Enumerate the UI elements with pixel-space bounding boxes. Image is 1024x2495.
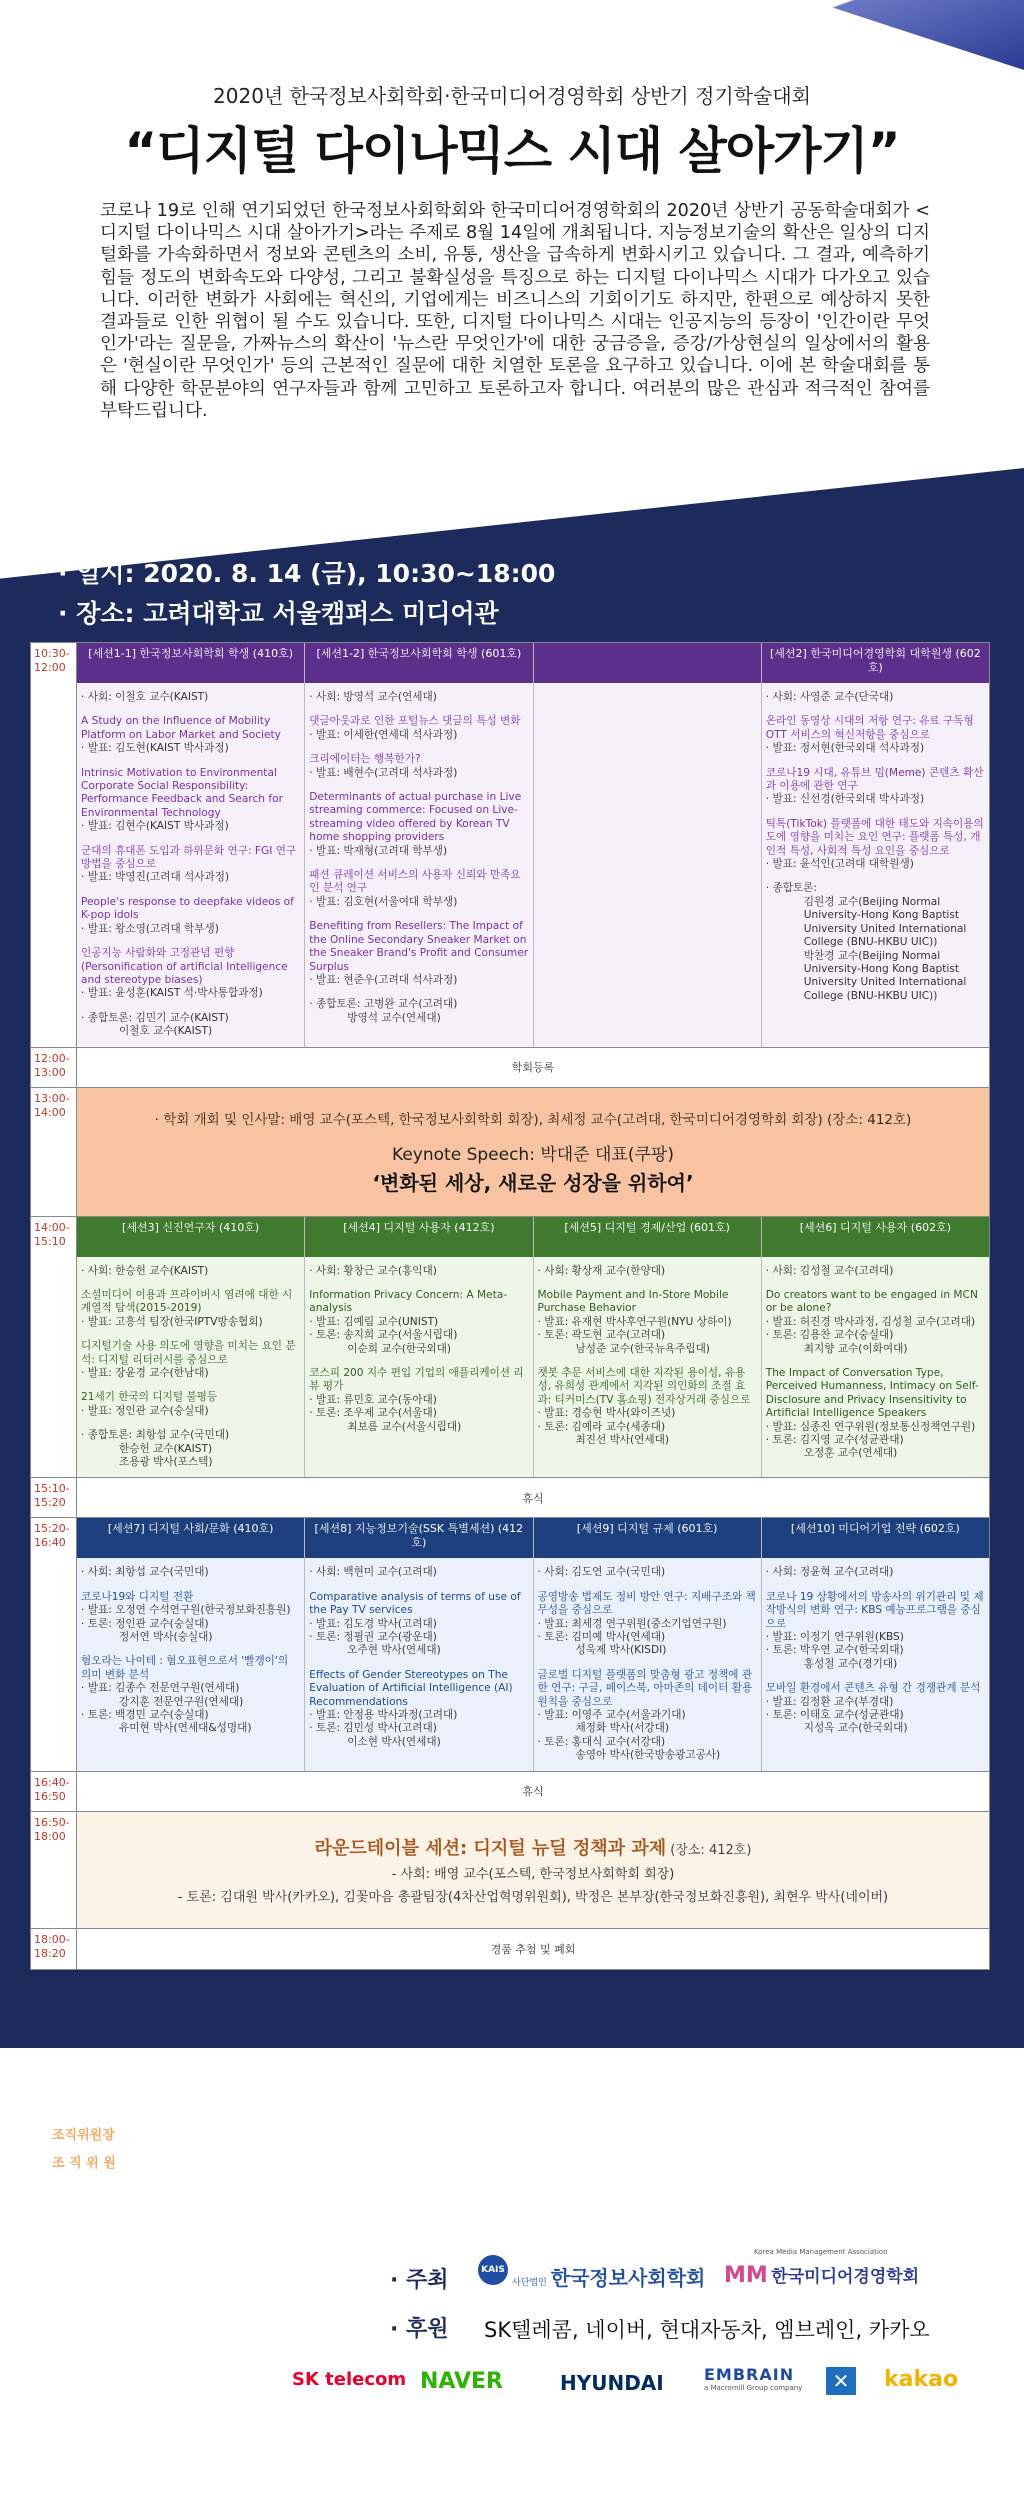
session-5 xyxy=(534,1217,762,1478)
schedule-row-break-2 xyxy=(31,1772,989,1812)
schedule-row-morning xyxy=(31,643,989,1048)
session-line: · 발표: 최세경 연구위원(중소기업연구원) xyxy=(537,1617,727,1630)
session-line: · 토론: 송지희 교수(서울시립대) xyxy=(309,1329,458,1342)
committee-chair-name: 정윤혁(고려대) xyxy=(124,2128,211,2143)
session-line: 21세기 한국의 디지털 불평등 xyxy=(81,1391,218,1404)
embrain-sub: a Macromill Group company xyxy=(704,2384,803,2392)
x-mark-logo: ✕ xyxy=(826,2367,856,2395)
committee-chair-label: 조직위원장 xyxy=(52,2128,115,2143)
session-line: Effects of Gender Stereotypes on The Evaluation of Artificial Intelligence (AI) Recommendations xyxy=(309,1668,513,1708)
line-spacer xyxy=(538,1278,757,1289)
session-header xyxy=(534,643,761,683)
schedule-row-closing xyxy=(31,1929,989,1969)
kais-logo: KAIS xyxy=(478,2255,508,2285)
session-header: [세션10] 미디어기업 전략 (602호) xyxy=(762,1518,989,1558)
session-body xyxy=(762,1257,989,1478)
session-line: · 발표: 심종진 연구위원(정보통신정책연구원) xyxy=(765,1420,976,1433)
session-line: · 종합토론: 최항섭 교수(국민대) xyxy=(81,1429,230,1442)
kais-name-text: 한국정보사회학회 xyxy=(550,2266,706,2290)
session-body xyxy=(305,1257,532,1478)
session-line: · 사회: 사영준 교수(단국대) xyxy=(765,691,894,703)
keynote-speaker: Keynote Speech: 박대준 대표(쿠팡) xyxy=(392,1144,674,1165)
header xyxy=(0,80,1024,183)
session-line: · 토론: 김용찬 교수(숭실대) xyxy=(765,1329,894,1342)
session-line: 코로나19 시대, 유튜브 밈(Meme) 콘텐츠 확산과 이용에 관한 연구 xyxy=(765,766,984,793)
roundtable-block xyxy=(77,1812,989,1928)
line-spacer xyxy=(81,885,300,896)
session-1-2 xyxy=(305,643,533,1047)
session-line: · 발표: 현준우(고려대 석사과정) xyxy=(309,973,458,986)
roundtable-place: (장소: 412호) xyxy=(666,1842,752,1858)
session-line: · 발표: 안정용 박사과정(고려대) xyxy=(309,1709,458,1722)
line-spacer xyxy=(538,1356,757,1367)
session-line: · 사회: 백현미 교수(고려대) xyxy=(309,1566,437,1579)
line-spacer xyxy=(766,871,985,882)
schedule-row-registration xyxy=(31,1048,989,1088)
embrain-name: EMBRAIN xyxy=(704,2365,795,2384)
session-line: 공영방송 법제도 정비 방안 연구: 지배구조와 책무성을 중심으로 xyxy=(537,1590,756,1617)
session-line: · 발표: 유재현 박사후연구원(NYU 상하이) xyxy=(537,1315,732,1328)
line-spacer xyxy=(766,1671,985,1682)
session-line: 한승헌 교수(KAIST) xyxy=(119,1442,213,1455)
roundtable-title xyxy=(315,1834,752,1860)
session-4 xyxy=(305,1217,533,1478)
line-spacer xyxy=(309,1356,528,1367)
host-label: · 주최 xyxy=(390,2268,449,2293)
line-spacer xyxy=(81,1418,300,1429)
session-line: Do creators want to be engaged in MCN or be alone? xyxy=(765,1288,978,1315)
session-line: · 발표: 경승현 박사(와이즈넛) xyxy=(537,1407,676,1420)
time-cell: 18:00-18:20 xyxy=(31,1929,77,1969)
session-line: · 사회: 한승헌 교수(KAIST) xyxy=(81,1264,209,1277)
session-line: Benefiting from Resellers: The Impact of the Online Secondary Sneaker Market on the Sneaker Brand's Profit and Consumer Surplus xyxy=(309,920,529,973)
session-line: · 발표: 김정환 교수(부경대) xyxy=(765,1695,894,1708)
time-cell: 14:00-15:10 xyxy=(31,1217,77,1478)
line-spacer xyxy=(81,1329,300,1340)
line-spacer xyxy=(766,1278,985,1289)
line-spacer xyxy=(766,1356,985,1367)
session-line: 홍성철 교수(경기대) xyxy=(803,1657,898,1670)
session-line: · 사회: 김도연 교수(국민대) xyxy=(537,1566,666,1579)
session-line: 송영아 박사(한국방송광고공사) xyxy=(575,1749,721,1762)
session-line: 오주현 박사(연세대) xyxy=(347,1644,441,1657)
session-line: 이철호 교수(KAIST) xyxy=(119,1025,213,1038)
line-spacer xyxy=(309,780,528,791)
line-spacer xyxy=(81,1278,300,1289)
session-line: · 사회: 방영석 교수(연세대) xyxy=(309,691,437,703)
session-line: 성욱제 박사(KISDI) xyxy=(575,1644,667,1657)
keynote-title: ‘변화된 세상, 새로운 성장을 위하여’ xyxy=(372,1170,694,1195)
session-line: 디지털기술 사용 의도에 영향을 미치는 요인 분석: 디지털 리터러시를 중심으로 xyxy=(81,1340,296,1366)
session-header: [세션9] 디지털 규제 (601호) xyxy=(534,1518,761,1558)
session-line: People's response to deepfake videos of K-pop idols xyxy=(81,895,294,922)
session-line: · 토론: 백경민 교수(숭실대) xyxy=(81,1709,209,1722)
committee-members-label: 조 직 위 원 xyxy=(52,2156,116,2171)
session-header: [세션3] 신진연구자 (410호) xyxy=(77,1217,304,1257)
session-header: [세션4] 디지털 사용자 (412호) xyxy=(305,1217,532,1257)
session-2 xyxy=(762,643,989,1047)
session-line: 남성준 교수(한국뉴욕주립대) xyxy=(575,1342,710,1355)
session-header: [세션6] 디지털 사용자 (602호) xyxy=(762,1217,989,1257)
session-line: 이소현 박사(연세대) xyxy=(347,1735,441,1748)
keynote-block xyxy=(77,1088,989,1216)
sk-telecom-logo: SK telecom xyxy=(292,2369,407,2390)
session-line: Comparative analysis of terms of use of the Pay TV services xyxy=(309,1590,521,1617)
session-line: · 토론: 박우연 교수(한국외대) xyxy=(765,1644,904,1657)
session-line: 코로나19와 디지털 전환 xyxy=(81,1590,194,1603)
session-line: 글로벌 디지털 플랫폼의 맞춤형 광고 정책에 관한 연구: 구글, 페이스북, 아마존의 데이터 활용 원칙을 중심으로 xyxy=(537,1668,753,1708)
line-spacer xyxy=(81,1644,300,1655)
session-line: The Impact of Conversation Type, Perceived Humanness, Intimacy on Self-Disclosure and Privacy Insensitivity to Artificial Intelligence Speakers xyxy=(765,1366,979,1420)
session-line: 박찬경 교수(Beijing Normal University-Hong Kong Baptist University United International College (BNU-HKBU UIC)) xyxy=(803,949,967,1002)
session-line: · 종합토론: 김민기 교수(KAIST) xyxy=(81,1011,229,1024)
session-body xyxy=(534,683,761,1047)
kmm-name: 한국미디어경영학회 xyxy=(771,2267,920,2287)
session-line: 강지훈 전문연구원(연세대) xyxy=(119,1695,244,1708)
session-body xyxy=(762,1558,989,1770)
session-line: 인공지능 사람화와 고정관념 편향 (Personification of artificial Intelligence and stereotype biases) xyxy=(81,947,288,986)
session-6 xyxy=(762,1217,989,1478)
session-body xyxy=(534,1257,761,1478)
opening-remarks: · 학회 개회 및 인사말: 배영 교수(포스텍, 한국정보사회학회 회장), 최세정 교수(고려대, 한국미디어경영학회 회장) (장소: 412호) xyxy=(154,1111,912,1128)
session-line: · 발표: 이영주 교수(서울과기대) xyxy=(537,1709,686,1722)
event-place: · 장소: 고려대학교 서울캠퍼스 미디어관 xyxy=(58,599,499,628)
session-line: · 발표: 김도경 박사(고려대) xyxy=(309,1617,437,1630)
session-line: · 토론: 김예라 교수(세종대) xyxy=(537,1420,666,1433)
session-10 xyxy=(762,1518,989,1770)
session-line: · 토론: 이태호 교수(성균관대) xyxy=(765,1709,904,1722)
session-body xyxy=(77,1257,304,1478)
line-spacer xyxy=(309,704,528,715)
line-spacer xyxy=(309,1580,528,1591)
session-line: 유미현 박사(연세대&성명대) xyxy=(119,1722,252,1735)
kakao-logo: kakao xyxy=(884,2367,959,2392)
schedule-row-afternoon-2 xyxy=(31,1518,989,1771)
session-line: · 토론: 홍대식 교수(서강대) xyxy=(537,1735,666,1748)
kais-name xyxy=(512,2262,705,2291)
session-7 xyxy=(77,1518,305,1770)
session-line: A Study on the Influence of Mobility Platform on Labor Market and Society xyxy=(81,715,281,741)
session-line: · 발표: 정인관 교수(숭실대) xyxy=(81,1404,209,1417)
session-line: 최보름 교수(서울시립대) xyxy=(347,1420,462,1433)
session-line: · 발표: 이정기 연구위원(KBS) xyxy=(765,1631,904,1644)
session-line: · 사회: 김성철 교수(고려대) xyxy=(765,1264,894,1277)
event-title: “디지털 다이나믹스 시대 살아가기” xyxy=(124,122,900,180)
session-line: 모바일 환경에서 콘텐츠 유형 간 경쟁관계 분석 xyxy=(765,1682,981,1695)
session-line: · 발표: 윤성훈(KAIST 석·박사통합과정) xyxy=(81,987,263,1000)
session-line: 최지향 교수(이화여대) xyxy=(803,1342,908,1355)
corner-decoration xyxy=(694,0,1024,70)
kais-small: 사단법인 xyxy=(512,2278,547,2288)
session-body xyxy=(305,1558,532,1770)
session-header: [세션5] 디지털 경제/산업 (601호) xyxy=(534,1217,761,1257)
roundtable-moderator: - 사회: 배영 교수(포스텍, 한국정보사회학회 회장) xyxy=(391,1866,675,1882)
session-line: · 발표: 김호현(서울여대 학부생) xyxy=(309,895,458,908)
line-spacer xyxy=(309,987,528,998)
session-line: Determinants of actual purchase in Live streaming commerce: Focused on Live-streaming video offered by Korean TV home shopping providers xyxy=(309,791,522,844)
session-line: · 발표: 박영진(고려대 석사과정) xyxy=(81,871,230,884)
session-line: · 토론: 정필권 교수(광운대) xyxy=(309,1631,437,1644)
line-spacer xyxy=(81,1580,300,1591)
line-spacer xyxy=(309,1658,528,1669)
session-line: · 발표: 류민호 교수(동아대) xyxy=(309,1393,437,1406)
session-line: · 토론: 김미예 박사(연세대) xyxy=(537,1631,666,1644)
session-1-1 xyxy=(77,643,305,1047)
line-spacer xyxy=(81,756,300,767)
naver-logo: NAVER xyxy=(420,2369,503,2394)
line-spacer xyxy=(766,807,985,818)
hyundai-logo: HYUNDAI xyxy=(560,2371,664,2395)
committee-chair xyxy=(52,2124,210,2143)
line-spacer xyxy=(309,858,528,869)
time-cell: 13:00-14:00 xyxy=(31,1088,77,1216)
session-line: 온라인 동영상 시대의 저항 연구: 유료 구독형 OTT 서비스의 혁신저항을 중심으로 xyxy=(765,715,974,741)
line-spacer xyxy=(81,936,300,947)
session-line: 이순희 교수(한국외대) xyxy=(347,1342,451,1355)
session-line: · 발표: 김종수 전문연구원(연세대) xyxy=(81,1682,240,1695)
schedule-row-break-1 xyxy=(31,1478,989,1518)
committee-members-names: 김민기(KAIST), 백경민(숭실대), 사영준(단국대), 이철호(KAIST), 채정화(서강대), 최보름(서울시립대), 한승헌(KAIST) xyxy=(125,2156,798,2171)
session-line: · 발표: 윤석인(고려대 대학원생) xyxy=(765,858,914,871)
session-line: 틱톡(TikTok) 플랫폼에 대한 태도와 지속이용의도에 영향을 미치는 요인 연구: 플랫폼 특성, 개인적 특성, 사회적 특성 요인을 중심으로 xyxy=(765,817,984,857)
line-spacer xyxy=(766,1580,985,1591)
break: 휴식 xyxy=(522,1785,544,1799)
line-spacer xyxy=(538,1580,757,1591)
line-spacer xyxy=(766,756,985,767)
line-spacer xyxy=(309,1278,528,1289)
break: 휴식 xyxy=(522,1491,544,1505)
event-date: · 일시: 2020. 8. 14 (금), 10:30~18:00 xyxy=(58,559,556,588)
schedule-row-afternoon-1 xyxy=(31,1217,989,1479)
session-line: 군대의 휴대폰 도입과 하위문화 연구: FGI 연구방법을 중심으로 xyxy=(81,844,297,871)
session-3 xyxy=(77,1217,305,1478)
session-line: · 발표: 박재형(고려대 학부생) xyxy=(309,844,448,857)
session-line: · 발표: 배현수(고려대 석사과정) xyxy=(309,766,458,779)
closing: 경품 추첨 및 폐회 xyxy=(490,1942,576,1956)
time-cell: 16:40-16:50 xyxy=(31,1772,77,1811)
session-line: 김원경 교수(Beijing Normal University-Hong Kong Baptist University United International College (BNU-HKBU UIC)) xyxy=(803,895,967,949)
time-cell: 12:00-13:00 xyxy=(31,1048,77,1087)
intro-paragraph: 코로나 19로 인해 연기되었던 한국정보사회학회와 한국미디어경영학회의 2020년 상반기 공동학술대회가 <디지털 다이나믹스 시대 살아가기>라는 주제로 8월 14일에 개최됩니다. 지능정보기술의 확산은 일상의 디지털화를 가속화하면서 정보와 콘텐츠의 소비, 유통, 생산을 급속하게 변화시키고 있습니다. 그 결과, 예측하기 힘들 정도의 변화속도와 다양성, 그리고 불확실성을 특징으로 하는 디지털 다이나믹스 시대가 다가오고 있습니다. 이러한 변화가 사회에는 혁신의, 기업에게는 비즈니스의 기회이기도 하지만, 한편으로 예상하지 못한 결과들로 인한 위협이 될 수도 있습니다. 또한, 디지털 다이나믹스 시대는 인공지능의 등장이 '인간이란 무엇인가'라는 질문을, 가짜뉴스의 확산이 '뉴스란 무엇인가'에 대한 궁금증을, 증강/가상현실의 일상에서의 활용은 '현실이란 무엇인가' 등의 근본적인 질문에 대한 치열한 토론을 요구하고 있습니다. 이에 본 학술대회를 통해 다양한 학문분야의 연구자들과 함께 고민하고 토론하고자 합니다. 여러분의 많은 관심과 적극적인 참여를 부탁드립니다. xyxy=(100,201,930,421)
session-line: · 토론: 김지영 교수(성균관대) xyxy=(765,1434,904,1446)
sponsor-label: · 후원 xyxy=(390,2317,449,2342)
session-line: · 종합토론: xyxy=(765,882,817,895)
session-line: 최진선 박사(연세대) xyxy=(575,1434,670,1446)
roundtable-panel: - 토론: 김대원 박사(카카오), 김꽃마음 총괄팀장(4차산업혁명위원회), 박정은 본부장(한국정보화진흥원), 최현우 박사(네이버) xyxy=(177,1889,889,1905)
time-cell: 10:30-12:00 xyxy=(31,643,77,1047)
session-line: · 발표: 장윤경 교수(한남대) xyxy=(81,1366,209,1379)
session-line: · 사회: 황상재 교수(한양대) xyxy=(537,1264,666,1277)
session-9 xyxy=(534,1518,762,1770)
schedule-table xyxy=(30,642,990,1970)
session-line: · 토론: 정인관 교수(숭실대) xyxy=(81,1617,209,1630)
schedule-row-roundtable xyxy=(31,1812,989,1929)
session-line: · 발표: 왕소영(고려대 학부생) xyxy=(81,922,219,935)
session-body xyxy=(77,683,304,1047)
session-empty xyxy=(534,643,762,1047)
session-line: · 토론: 조우제 교수(서울대) xyxy=(309,1407,437,1420)
session-line: · 발표: 허진경 박사과정, 김성철 교수(고려대) xyxy=(765,1315,976,1328)
session-line: 조용광 박사(포스텍) xyxy=(119,1456,213,1468)
session-line: · 토론: 곽도현 교수(고려대) xyxy=(537,1329,666,1342)
session-body xyxy=(305,683,532,1047)
line-spacer xyxy=(766,704,985,715)
session-line: · 발표: 고흥석 팀장(한국IPTV방송협회) xyxy=(81,1315,263,1328)
session-header: [세션8] 지능정보기술(SSK 특별세션) (412호) xyxy=(305,1518,532,1558)
session-line: 코로나 19 상황에서의 방송사의 위기관리 및 제작방식의 변화 연구: KBS 예능프로그램을 중심으로 xyxy=(765,1590,984,1630)
session-line: · 발표: 김현수(KAIST 박사과정) xyxy=(81,820,229,833)
committee-members xyxy=(52,2152,798,2171)
line-spacer xyxy=(81,834,300,845)
line-spacer xyxy=(81,704,300,715)
session-line: 지성옥 교수(한국외대) xyxy=(803,1722,908,1735)
sponsor-logos xyxy=(0,2363,1024,2403)
session-line: · 발표: 신선경(한국외대 박사과정) xyxy=(765,793,925,806)
session-line: 정서연 박사(숭실대) xyxy=(119,1631,213,1644)
session-header: [세션1-1] 한국정보사회학회 학생 (410호) xyxy=(77,643,304,683)
session-line: · 발표: 정서현(한국외대 석사과정) xyxy=(765,742,925,755)
session-line: 방영석 교수(연세대) xyxy=(347,1011,441,1024)
session-line: 챗봇 추문 서비스에 대한 지각된 용이성, 유용성, 유희성 관계에서 지각된 의인화의 조절 효과: 티커미스(TV 홈쇼핑) 전자상거래 중심으로 xyxy=(537,1366,751,1406)
session-line: 크리에이터는 행복한가? xyxy=(309,753,421,766)
session-line: · 종합토론: 고병완 교수(고려대) xyxy=(309,998,458,1011)
session-header: [세션7] 디지털 사회/문화 (410호) xyxy=(77,1518,304,1558)
session-line: · 발표: 오정연 수석연구원(한국정보화진흥원) xyxy=(81,1604,291,1617)
session-line: 오정훈 교수(연세대) xyxy=(803,1447,898,1460)
session-line: 댓글아웃과로 인한 포털뉴스 댓글의 특성 변화 xyxy=(309,715,521,728)
session-line: · 발표: 이세한(연세대 석사과정) xyxy=(309,728,458,741)
roundtable-title-text: 라운드테이블 세션: 디지털 뉴딜 정책과 과제 xyxy=(314,1837,667,1859)
embrain-logo xyxy=(704,2365,802,2392)
session-line: Information Privacy Concern: A Meta-analysis xyxy=(309,1288,508,1315)
schedule-row-keynote xyxy=(31,1088,989,1217)
kmm-mark: MM xyxy=(724,2263,768,2288)
session-line: 코스피 200 지수 편입 기업의 애플리케이션 리뷰 평가 xyxy=(309,1366,524,1393)
session-line: · 사회: 최항섭 교수(국민대) xyxy=(81,1566,209,1579)
time-cell: 15:10-15:20 xyxy=(31,1478,77,1517)
line-spacer xyxy=(538,1658,757,1669)
session-line: · 발표: 김예림 교수(UNIST) xyxy=(309,1315,439,1328)
event-subtitle: 2020년 한국정보사회학회·한국미디어경영학회 상반기 정기학술대회 xyxy=(213,84,811,108)
session-body xyxy=(534,1558,761,1770)
session-header: [세션2] 한국미디어경영학회 대학원생 (602호) xyxy=(762,643,989,683)
session-line: 패션 큐레이션 서비스의 사용자 신뢰와 만족요인 분석 연구 xyxy=(309,869,521,895)
session-line: · 사회: 황창근 교수(홍익대) xyxy=(309,1264,437,1277)
sponsor-list: SK텔레콤, 네이버, 현대자동차, 엠브레인, 카카오 xyxy=(484,2318,930,2342)
kmm-small: Korea Media Management Association xyxy=(754,2248,888,2256)
session-line: · 발표: 김도현(KAIST 박사과정) xyxy=(81,742,229,755)
session-line: · 사회: 정윤혁 교수(고려대) xyxy=(765,1566,894,1579)
time-cell: 16:50-18:00 xyxy=(31,1812,77,1928)
session-body xyxy=(762,683,989,1047)
session-body xyxy=(77,1558,304,1770)
session-line: 소셜미디어 이용과 프라이버시 염려에 대한 시계열적 탐색(2015-2019) xyxy=(81,1288,293,1315)
session-line: · 사회: 이철호 교수(KAIST) xyxy=(81,691,209,703)
session-line: Intrinsic Motivation to Environmental Corporate Social Responsibility: Performance Feedback and Search for Environmental Technology xyxy=(81,766,283,819)
registration: 학회등록 xyxy=(511,1061,555,1075)
session-line: 채정화 박사(서강대) xyxy=(575,1722,670,1735)
session-line: 혐오라는 나이테 : 혐오표현으로서 '빨갱이'의 의미 변화 분석 xyxy=(81,1655,289,1681)
line-spacer xyxy=(81,1001,300,1012)
session-line: Mobile Payment and In-Store Mobile Purchase Behavior xyxy=(537,1288,729,1315)
line-spacer xyxy=(81,1380,300,1391)
session-8 xyxy=(305,1518,533,1770)
line-spacer xyxy=(309,909,528,920)
session-line: · 토론: 김민성 박사(고려대) xyxy=(309,1722,437,1735)
line-spacer xyxy=(309,742,528,753)
time-cell: 15:20-16:40 xyxy=(31,1518,77,1770)
session-header: [세션1-2] 한국정보사회학회 학생 (601호) xyxy=(305,643,532,683)
